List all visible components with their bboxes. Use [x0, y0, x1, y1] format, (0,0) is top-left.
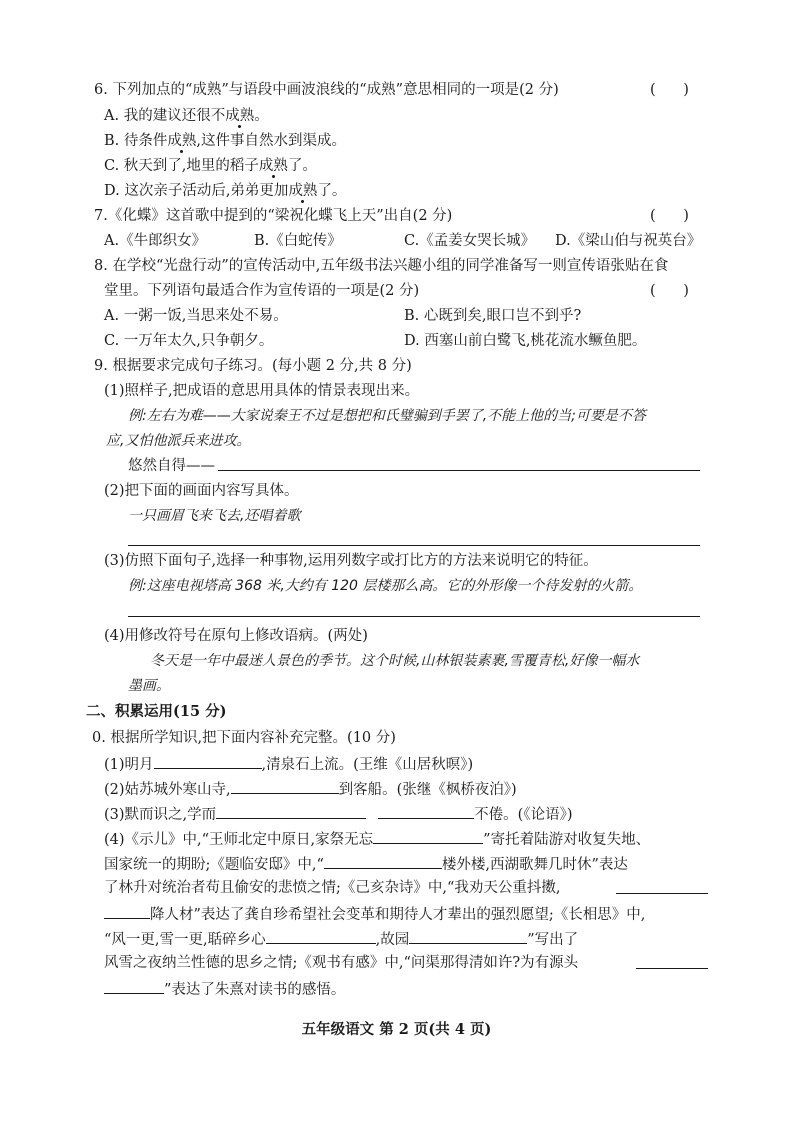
q8-option-d: D. 西塞山前白鹭飞,桃花流水鳜鱼肥。 [404, 333, 647, 349]
q10-item3-blank-a[interactable] [216, 803, 366, 819]
q6-d-text: D. 这次亲子活动后,弟弟更加 [104, 183, 289, 199]
q8-option-b: B. 心既到矣,眼口岂不到乎? [404, 308, 582, 324]
q10-item4-blank3b[interactable] [104, 903, 150, 919]
q10-item2 [104, 778, 517, 800]
q10-item2-post: 到客船。(张继《枫桥夜泊》) [338, 782, 517, 798]
q10-item4-blank6b[interactable] [104, 978, 164, 994]
q10-item4-l5-post: ”写出了 [527, 932, 579, 948]
q10-item2-blank[interactable] [231, 778, 339, 794]
q9-part1-example-line1: 例:左右为难——大家说秦王不过是想把和氏璧骗到手罢了,不能上他的当;可要是不答 [128, 408, 646, 424]
q10-item1-blank[interactable] [154, 753, 262, 769]
q10-item1-post: ,清泉石上流。(王维《山居秋暝》) [261, 757, 474, 773]
q9-part2-answer-line[interactable] [128, 545, 700, 546]
q9-stem: 9. 根据要求完成句子练习。(每小题 2 分,共 8 分) [94, 358, 412, 374]
q6-c-tail: 了。 [287, 158, 317, 174]
q10-item4-blank4[interactable] [266, 928, 376, 944]
q10-item4-l2-post: 楼外楼,西湖歌舞几时休”表达 [441, 857, 628, 873]
q10-item3-blank-b[interactable] [378, 803, 474, 819]
q8-answer-paren[interactable]: ( ) [650, 283, 689, 299]
q9-part3: (3)仿照下面句子,选择一种事物,运用列数字或打比方的方法来说明它的特征。 [104, 553, 598, 569]
q6-option-b [104, 131, 346, 151]
q8-stem-line2: 堂里。下列语句最适合作为宣传语的一项是(2 分) [104, 283, 420, 299]
q6-b-dotted-word: 成熟 [167, 133, 197, 149]
q8-option-a: A. 一粥一饭,当思来处不易。 [104, 308, 288, 324]
q10-item4-blank5[interactable] [409, 928, 527, 944]
q9-part4: (4)用修改符号在原句上修改语病。(两处) [104, 628, 368, 644]
q6-d-tail: 了。 [317, 183, 347, 199]
q10-item2-pre: (2)姑苏城外寒山寺, [104, 782, 231, 798]
q10-item4-line4 [104, 903, 645, 925]
q10-item3-post: 不倦。(《论语》) [474, 807, 573, 823]
q10-item4-l5-pre: “风一更,雪一更,聒碎乡心 [104, 932, 266, 948]
q6-stem: 6. 下列加点的“成熟”与语段中画波浪线的“成熟”意思相同的一项是(2 分) [94, 82, 559, 98]
q10-item4-blank3a[interactable] [616, 893, 708, 894]
q10-item1 [104, 753, 473, 775]
section2-title: 二、积累运用(15 分) [86, 703, 227, 720]
q10-item4-line2 [104, 853, 628, 875]
q9-part2: (2)把下面的画面内容写具体。 [104, 483, 299, 499]
q9-part3-example: 例:这座电视塔高 368 米,大约有 120 层楼那么高。它的外形像一个待发射的火箭。 [128, 578, 643, 594]
q6-a-tail: 。 [254, 108, 269, 124]
q10-item4-line3: 了林升对统治者苟且偷安的悲愤之情;《己亥杂诗》中,“我劝天公重抖擞, [104, 880, 561, 896]
q10-item4-l1-post: ”寄托着陆游对收复失地、 [483, 832, 651, 848]
q6-b-text: B. 待条件 [104, 133, 168, 149]
q7-option-c: C.《孟姜女哭长城》 [404, 233, 536, 249]
q10-item4-l1-pre: (4)《示儿》中,“王师北定中原日,家祭无忘 [104, 832, 374, 848]
q10-item3-pre: (3)默而识之,学而 [104, 807, 217, 823]
q9-part4-sentence-line1[interactable]: 冬天是一年中最迷人景色的季节。这个时候,山林银装素裹,雪覆青松,好像一幅水 [150, 653, 640, 669]
q10-item4-blank1[interactable] [373, 828, 483, 844]
q6-answer-paren[interactable]: ( ) [650, 82, 689, 98]
q10-item4-line6: 风雪之夜纳兰性德的思乡之情;《观书有感》中,“问渠那得清如许?为有源头 [104, 955, 579, 971]
q9-part1: (1)照样子,把成语的意思用具体的情景表现出来。 [104, 383, 420, 399]
q6-option-d [104, 181, 346, 201]
q6-a-text: A. 我的建议还很不 [104, 108, 226, 124]
q6-c-text: C. 秋天到了,地里的稻子 [104, 158, 259, 174]
q10-item4-blank6a[interactable] [636, 968, 708, 969]
q8-stem-line1: 8. 在学校“光盘行动”的宣传活动中,五年级书法兴趣小组的同学准备写一则宣传语张贴在食 [94, 258, 669, 274]
q7-option-d: D.《梁山伯与祝英台》 [555, 233, 702, 249]
q10-item4-l4-text: 降人材”表达了龚自珍希望社会变革和期待人才辈出的强烈愿望;《长相思》中, [150, 907, 646, 923]
q10-item4-blank2[interactable] [324, 853, 442, 869]
q6-d-dotted-word: 成熟 [288, 183, 318, 199]
page-footer: 五年级语文 第 2 页(共 4 页) [301, 1021, 492, 1038]
q10-item4-line1 [104, 828, 650, 850]
q7-stem: 7.《化蝶》这首歌中提到的“梁祝化蝶飞上天”出自(2 分) [94, 208, 453, 224]
q9-part3-answer-line[interactable] [128, 616, 700, 617]
q10-item3 [104, 803, 572, 825]
q10-item1-pre: (1)明月 [104, 757, 154, 773]
q10-item4-line7 [104, 978, 345, 1000]
q6-a-dotted-word: 成熟 [225, 108, 255, 124]
q10-item4-l7-text: ”表达了朱熹对读书的感悟。 [164, 982, 346, 998]
q7-option-b: B.《白蛇传》 [254, 233, 342, 249]
q10-item4-l2-pre: 国家统一的期盼;《题临安邸》中,“ [104, 857, 324, 873]
q9-part4-sentence-line2[interactable]: 墨画。 [128, 678, 170, 694]
q9-part1-example-line2: 应,又怕他派兵来进攻。 [106, 433, 251, 449]
q8-option-c: C. 一万年太久,只争朝夕。 [104, 333, 274, 349]
q6-option-a [104, 106, 269, 126]
q6-c-dotted-word: 成熟 [258, 158, 288, 174]
q9-part2-example: 一只画眉飞来飞去,还唱着歌 [128, 508, 301, 524]
q6-option-c [104, 156, 317, 176]
q7-option-a: A.《牛郎织女》 [104, 233, 207, 249]
q9-part1-prompt: 悠然自得—— [128, 458, 215, 474]
q9-part1-answer-line[interactable] [218, 470, 700, 471]
q10-item4-l5-mid: ,故园 [375, 932, 410, 948]
q7-answer-paren[interactable]: ( ) [650, 208, 689, 224]
q10-item4-line5 [104, 928, 578, 950]
q10-stem: 0. 根据所学知识,把下面内容补充完整。(10 分) [92, 730, 396, 746]
q6-b-tail: ,这件事自然水到渠成。 [196, 133, 346, 149]
